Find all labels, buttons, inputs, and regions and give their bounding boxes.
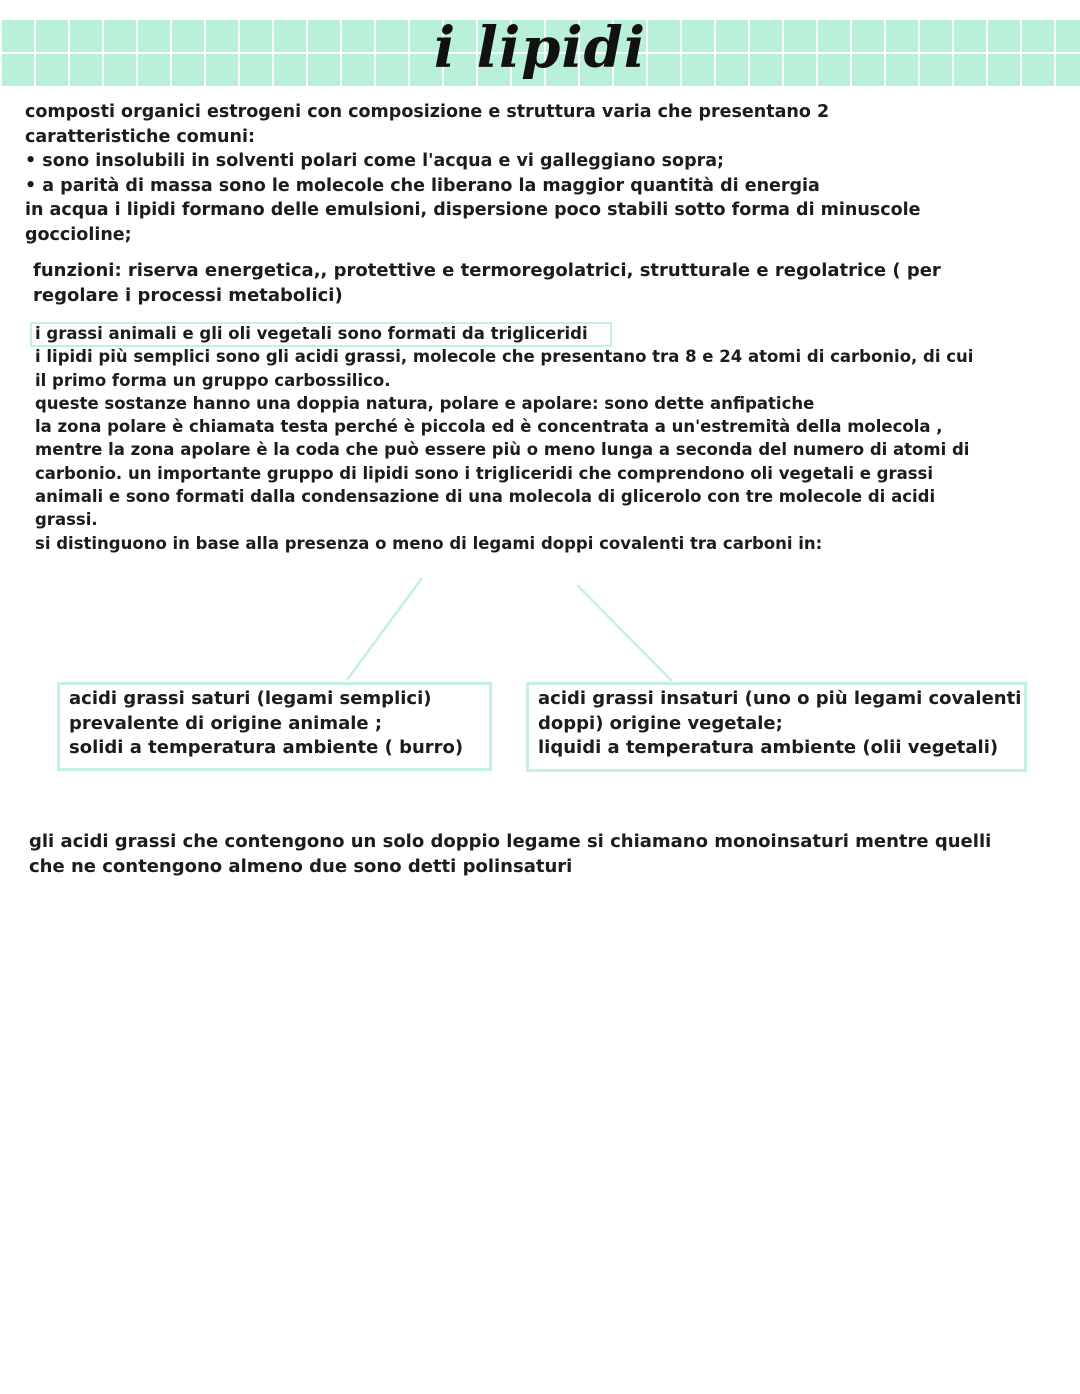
text-line: goccioline; <box>25 224 132 245</box>
bullet-line: • sono insolubili in solventi polari come l'acqua e vi galleggiano sopra; <box>25 151 725 171</box>
bullet-line: • a parità di massa sono le molecole che liberano la maggior quantità di energia <box>25 175 820 196</box>
text-line: solidi a temperatura ambiente ( burro) <box>69 737 464 758</box>
text-line: funzioni: riserva energetica,, protettive e termoregolatrici, strutturale e regolatrice ( per <box>33 260 941 281</box>
text-line: animali e sono formati dalla condensazione di una molecola di glicerolo con tre molecole di acidi <box>35 487 936 507</box>
text-line: gli acidi grassi che contengono un solo doppio legame si chiamano monoinsaturi mentre quelli <box>29 831 992 852</box>
text-line: liquidi a temperatura ambiente (olii vegetali) <box>538 737 999 758</box>
text-line: grassi. <box>35 510 98 530</box>
text-line: i grassi animali e gli oli vegetali sono formati da trigliceridi <box>35 324 588 343</box>
page-title: i lipidi <box>433 15 647 81</box>
saturi-box <box>57 682 492 771</box>
text-line: si distinguono in base alla presenza o meno di legami doppi covalenti tra carboni in: <box>35 533 823 553</box>
insaturi-box <box>526 682 1027 772</box>
branch-line-left <box>347 578 422 680</box>
text-line: il primo forma un gruppo carbossilico. <box>35 370 391 390</box>
branch-line-right <box>577 585 672 681</box>
text-line: queste sostanze hanno una doppia natura, polare e apolare: sono dette anfipatiche <box>35 393 815 413</box>
text-line: composti organici estrogeni con composizione e struttura varia che presentano 2 <box>25 102 830 122</box>
text-line: doppi) origine vegetale; <box>538 712 783 734</box>
text-line: la zona polare è chiamata testa perché è piccola ed è concentrata a un'estremità della molecola , <box>35 417 943 437</box>
closing-paragraph <box>29 830 1039 879</box>
text-line: acidi grassi insaturi (uno o più legami covalenti <box>538 688 1022 709</box>
text-line: acidi grassi saturi (legami semplici) <box>69 688 432 709</box>
text-line: carbonio. un importante gruppo di lipidi sono i trigliceridi che comprendono oli vegetali e grassi <box>35 463 934 483</box>
text-line: i lipidi più semplici sono gli acidi grassi, molecole che presentano tra 8 e 24 atomi di carbonio, di cui <box>35 347 974 367</box>
text-line: che ne contengono almeno due sono detti polinsaturi <box>29 855 573 877</box>
text-line: in acqua i lipidi formano delle emulsioni, dispersione poco stabili sotto forma di minuscole <box>25 200 921 220</box>
text-line: mentre la zona apolare è la coda che può essere più o meno lunga a seconda del numero di atomi di <box>35 440 970 460</box>
text-line: prevalente di origine animale ; <box>69 712 383 734</box>
text-line: regolare i processi metabolici) <box>33 284 343 306</box>
text-line: caratteristiche comuni: <box>25 126 255 147</box>
